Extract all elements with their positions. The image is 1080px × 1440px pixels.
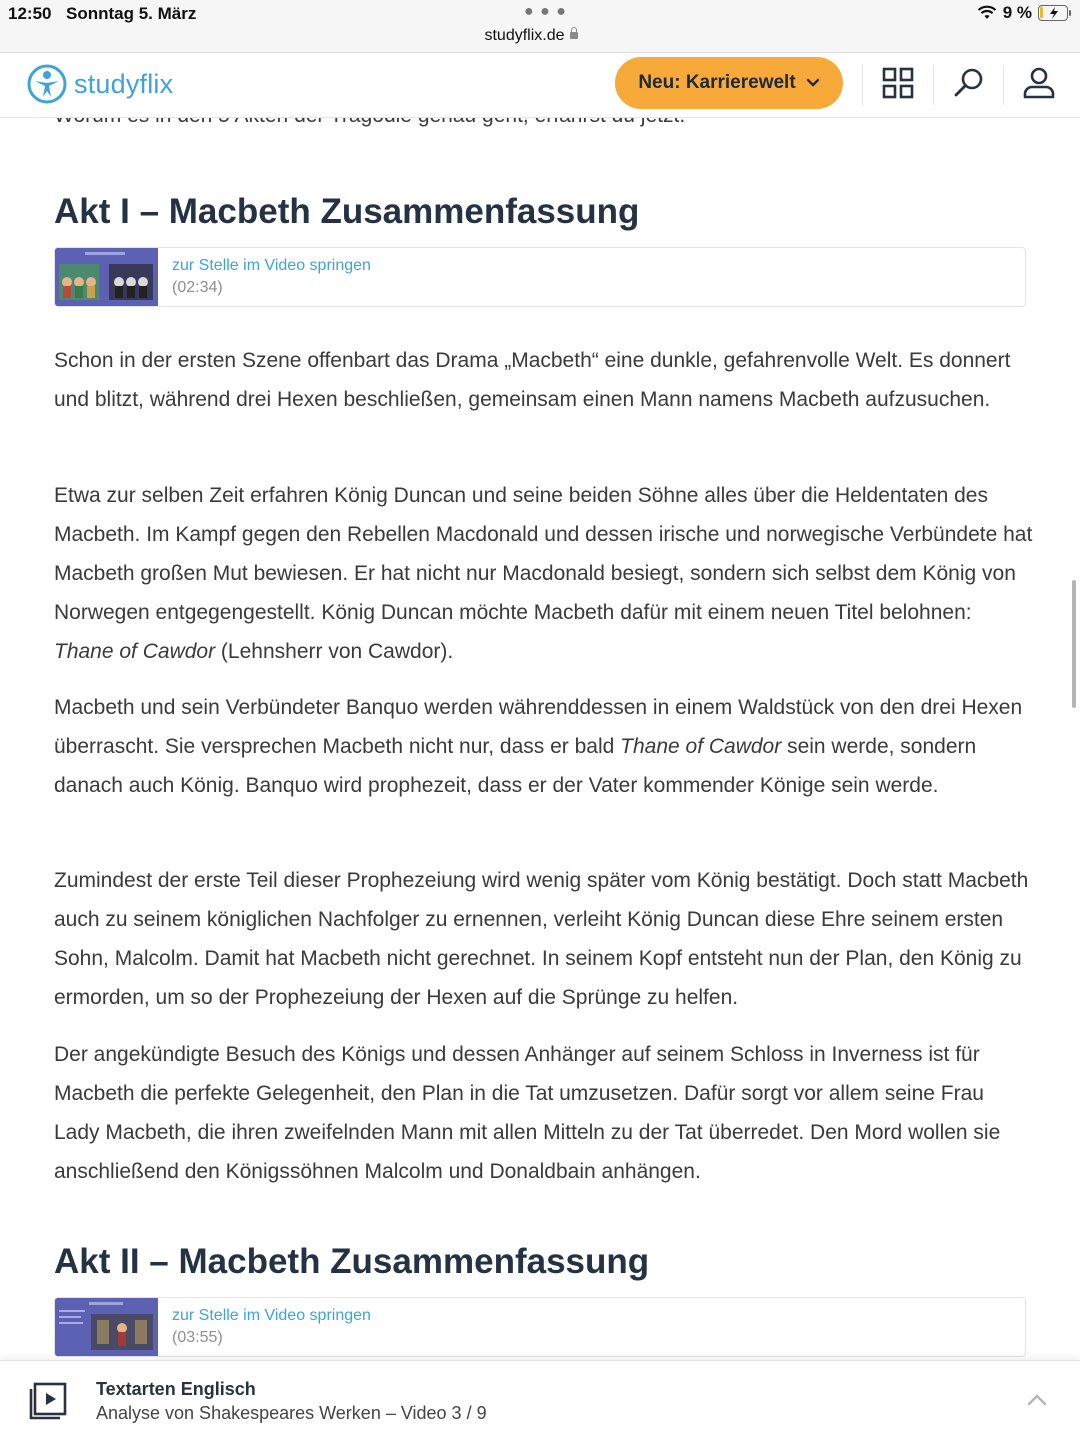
paragraph: Zumindest der erste Teil dieser Prophezeiung wird wenig später vom König bestätigt. Doch statt Macbeth auch zu seinem königlichen Nachfolger zu ernennen, verleiht König Duncan diese Ehre seinem ersten Sohn, Malcolm. Damit hat Macbeth nicht gerechnet. In seinem Kopf entsteht nun der Plan, den König zu ermorden, um so der Prophezeiung der Hexen auf die Sprünge zu helfen. <box>54 869 1029 1009</box>
act1-heading: Akt I – Macbeth Zusammenfassung <box>54 192 640 231</box>
karrierewelt-label: Neu: Karrierewelt <box>638 72 796 93</box>
act2-heading: Akt II – Macbeth Zusammenfassung <box>54 1242 650 1281</box>
paragraph: Der angekündigte Besuch des Königs und dessen Anhänger auf seinem Schloss in Inverness ist für Macbeth die perfekte Gelegenheit, den Plan in die Tat umzusetzen. Dafür sorgt vor allem seine Frau Lady Macbeth, die ihren zweifelnden Mann mit allen Mitteln zu der Tat überredet. Den Mord wollen sie anschließend den Königssöhnen Malcolm und Donaldbain anhängen. <box>54 1043 1001 1183</box>
video-thumbnail <box>55 1298 158 1357</box>
playlist-title: Textarten Englisch <box>96 1379 256 1399</box>
playlist-subtitle: Analyse von Shakespeares Werken – Video 3 / 9 <box>96 1403 487 1423</box>
url-text: studyflix.de <box>484 27 565 44</box>
header-divider <box>1003 65 1004 105</box>
video-timestamp: (02:34) <box>172 279 223 296</box>
chevron-down-icon <box>806 78 820 88</box>
paragraph <box>54 688 1034 805</box>
site-header <box>0 52 1080 118</box>
video-jump-link[interactable]: zur Stelle im Video springen <box>172 1307 371 1324</box>
status-indicators <box>977 3 1068 23</box>
grid-menu-icon[interactable] <box>880 65 916 101</box>
page-scrollbar[interactable] <box>1072 580 1076 708</box>
paragraph-text: (Lehnsherr von Cawdor). <box>215 640 454 663</box>
playlist-icon <box>28 1381 68 1421</box>
status-bar <box>0 0 1080 52</box>
header-divider <box>862 65 863 105</box>
address-bar[interactable] <box>0 27 1062 45</box>
paragraph-text: sein werde, sondern danach auch König. Banquo wird prophezeit, dass er der Vater kommender Könige sein werde. <box>54 735 977 797</box>
video-thumbnail <box>55 248 158 307</box>
search-icon[interactable] <box>951 65 987 101</box>
studyflix-logo[interactable] <box>26 63 173 105</box>
paragraph <box>54 476 1034 671</box>
lock-icon <box>570 32 578 39</box>
multitasking-dots-icon[interactable]: ● ● ● <box>524 3 567 20</box>
playlist-bar[interactable] <box>0 1360 1080 1440</box>
wifi-icon <box>977 5 997 21</box>
video-jump-card[interactable] <box>54 247 1026 307</box>
paragraph-text: Macbeth und sein Verbündeter Banquo werden währenddessen in einem Waldstück von den drei Hexen überrascht. Sie versprechen Macbeth nicht nur, dass er bald <box>54 696 1023 758</box>
status-date: Sonntag 5. März <box>66 4 197 23</box>
logo-text: studyflix <box>74 68 174 99</box>
paragraph-text: Etwa zur selben Zeit erfahren König Duncan und seine beiden Söhne alles über die Heldentaten des Macbeth. Im Kampf gegen den Rebellen Macdonald und dessen irische und norwegische Verbündete hat Macbeth großen Mut bewiesen. Er hat nicht nur Macdonald besiegt, sondern sich selbst dem König von Norwegen entgegengestellt. König Duncan möchte Macbeth dafür mit einem neuen Titel belohnen: <box>54 484 1033 624</box>
paragraph: Schon in der ersten Szene offenbart das Drama „Macbeth“ eine dunkle, gefahrenvolle Welt. Es donnert und blitzt, während drei Hexen beschließen, gemeinsam einen Mann namens Macbeth aufzusuchen. <box>54 349 1011 411</box>
video-jump-link[interactable]: zur Stelle im Video springen <box>172 257 371 274</box>
battery-icon <box>1038 5 1068 21</box>
karrierewelt-button[interactable] <box>615 57 843 109</box>
paragraph-emphasis: Thane of Cawdor <box>54 640 216 663</box>
video-timestamp: (03:55) <box>172 1329 223 1346</box>
battery-percent: 9 % <box>1002 3 1032 22</box>
chevron-up-icon[interactable] <box>1026 1393 1048 1407</box>
paragraph-emphasis: Thane of Cawdor <box>620 735 782 758</box>
header-divider <box>933 65 934 105</box>
studyflix-logo-icon <box>26 63 68 105</box>
user-icon[interactable] <box>1021 65 1057 101</box>
status-time: 12:50 <box>8 4 52 23</box>
video-jump-card[interactable] <box>54 1297 1026 1357</box>
